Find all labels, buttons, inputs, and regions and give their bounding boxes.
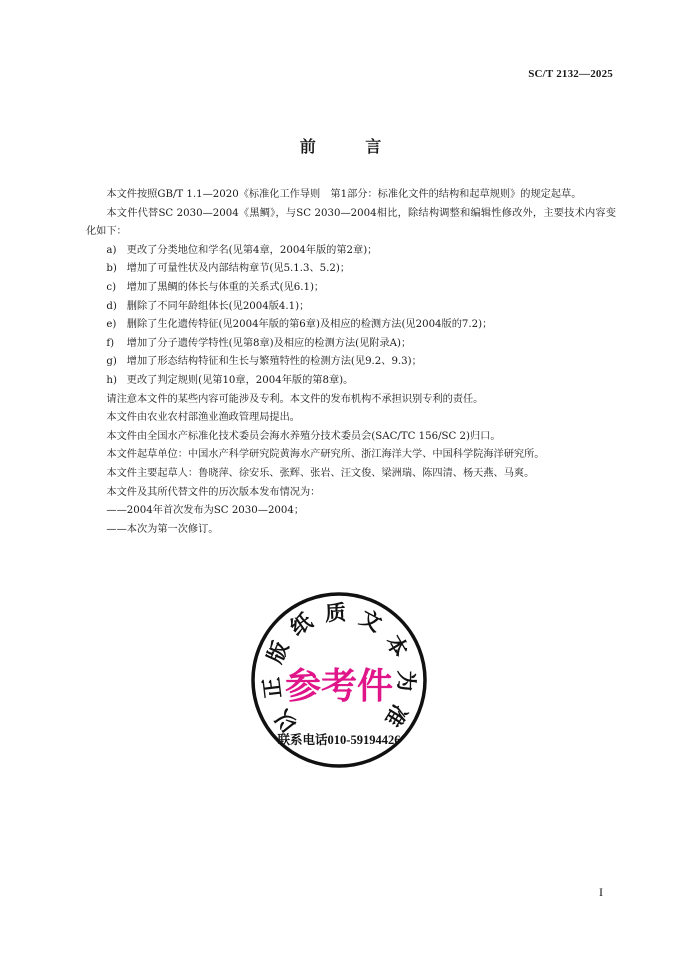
seal-arc-char: 纸 [285,608,317,641]
seal-arc-char: 为 [393,670,419,692]
page-number: I [599,885,603,899]
list-item: d) 删除了不同年龄组体长(见2004版4.1)； [106,300,310,312]
list-item: a) 更改了分类地位和学名(见第4章，2004年版的第2章)； [106,244,378,256]
paragraph: 本文件起草单位：中国水产科学研究院黄海水产研究所、浙江海洋大学、中国科学院海洋研究所。 [106,449,545,461]
document-code: SC/T 2132—2025 [528,68,613,80]
list-item: b) 增加了可量性状及内部结构章节(见5.1.3、5.2)； [106,263,351,275]
list-item: f) 增加了分子遗传学特性(见第8章)及相应的检测方法(见附录A)； [106,337,412,349]
seal-arc-char: 正 [259,676,286,700]
seal-arc-char: 本 [381,630,413,662]
reference-copy-seal [249,590,429,770]
seal-arc-char: 质 [324,600,347,626]
foreword-body [86,186,616,539]
history-item: ——本次为第一次修订。 [106,523,219,535]
seal-arc-char: 以 [270,705,303,737]
seal-arc-char: 版 [262,637,294,667]
history-item: ——2004年首次发布为SC 2030—2004； [106,505,305,517]
page-title: 前 言 [299,137,404,156]
list-item: e) 删除了生化遗传特征(见2004年版的第6章)及相应的检测方法(见2004版的7.2)； [106,319,493,331]
paragraph: 本文件按照GB/T 1.1—2020《标准化工作导则 第1部分：标准化文件的结构和起草规则》的规定起草。 [106,189,582,200]
paragraph: 本文件及其所代替文件的历次版本发布情况为： [106,486,321,498]
paragraph: 本文件由农业农村部渔业渔政管理局提出。 [106,412,300,424]
list-item: g) 增加了形态结构特征和生长与繁殖特性的检测方法(见9.2、9.3)； [106,356,422,368]
list-item: c) 增加了黑鲷的体长与体重的关系式(见6.1)； [106,281,325,293]
paragraph: 请注意本文件的某些内容可能涉及专利。本文件的发布机构不承担识别专利的责任。 [106,393,484,405]
paragraph: 本文件由全国水产标准化技术委员会海水养殖分技术委员会(SAC/TC 156/SC 2)归口。 [106,430,501,442]
seal-center-text: 参考件 [284,666,394,707]
list-item: h) 更改了判定规则(见第10章，2004年版的第8章)。 [106,374,354,386]
seal-arc-char: 文 [355,605,386,637]
paragraph: 本文件代替SC 2030—2004《黑鲷》，与SC 2030—2004相比，除结构调整和编辑性修改外，主要技术内容变化如下： [86,207,616,238]
seal-phone-text: 联系电话010-59194426 [277,733,401,747]
paragraph: 本文件主要起草人：鲁晓萍、徐安乐、张辉、张岩、汪文俊、梁洲瑞、陈四清、杨天燕、马爽。 [106,467,535,479]
changes-list [86,242,616,391]
seal-arc-char: 准 [380,700,412,731]
